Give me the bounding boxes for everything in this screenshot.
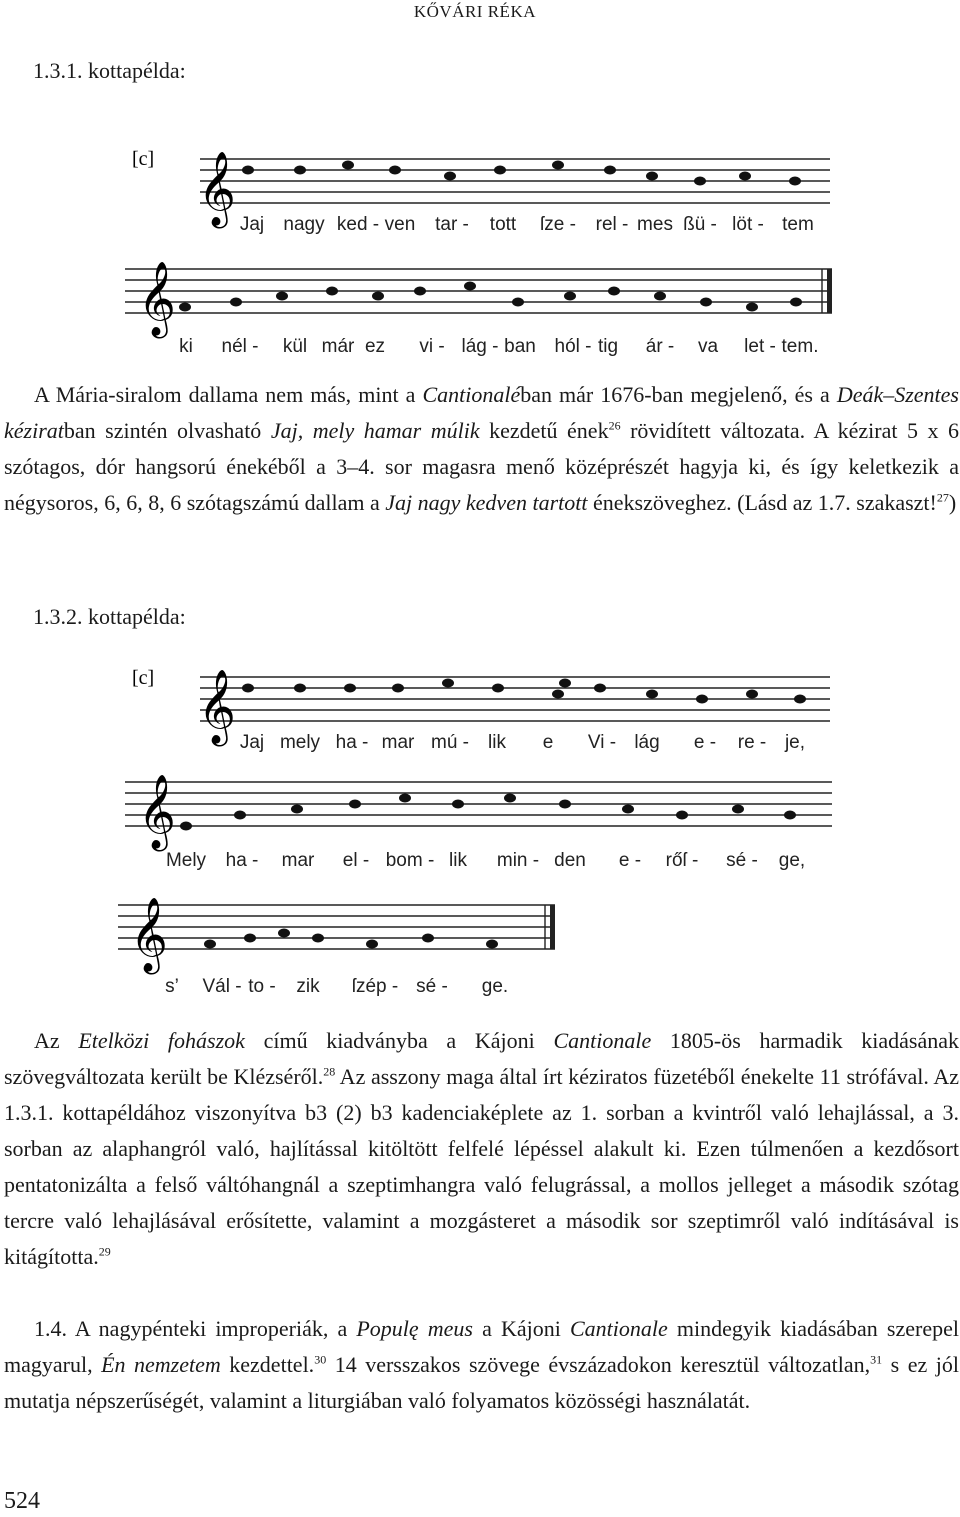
svg-text:lág: lág [634, 732, 660, 753]
svg-text:nagy: nagy [283, 214, 325, 235]
paragraph-1: A Mária-siralom dallama nem más, mint a Cantionaléban már 1676-ban megjelenő, és a Deák–Szentes kéziratban szintén olvasható Jaj, mely hamar múlik kezdetű ének$^{26}$ rövidített változata. A kézirat 5 x 6 szótagos, dór hangsorú énekéből a 3–4. sor magasra menő középrészét hagyja ki, és így keletkezik a négysoros, 6, 6, 8, 6 szótagszámú dallam a Jaj nagy kedven tartott énekszöveghez. (Lásd az 1.7. szakaszt!$^{27}$) [4, 382, 960, 515]
svg-text:ge.: ge. [481, 976, 509, 997]
svg-text:ven: ven [384, 214, 416, 235]
music-staff-ex2-line2 [0, 762, 960, 882]
music-staff-ex1-line1 [0, 120, 960, 240]
paragraph-2: Az Etelközi fohászok című kiadványba a Kájoni Cantionale 1805-ös harmadik kiadásának szövegváltozata került be Klézséről.$^{28}$ Az asszony maga által írt kéziratos füzetéből énekelte 11 strófával. Az 1.3.1. kottapéldához viszonyítva b3 (2) b3 kadenciaképlete az 1. sorban a kvintről való lehajlással, a 3. sorban az alaphangról való, hajlítással kitöltött felfelé lépéssel alakult ki. Ezen túlmenően a kezdősort pentatonizálta a felső váltóhangnál a szeptimhangra való felugrással, a mollos jelleget a második szótag tercre való lehajlásával erősítette, valamint a mozgásteret a második sor szeptimről való indításával is kitágította.$^{29}$ [4, 1028, 960, 1269]
svg-text:bom -: bom - [385, 850, 435, 871]
music-staff-ex1-line2 [0, 240, 960, 360]
svg-text:je,: je, [784, 732, 806, 753]
svg-text:e -: e - [618, 850, 642, 871]
svg-text:e -: e - [693, 732, 717, 753]
footnote-ref: 29 [98, 1244, 111, 1259]
svg-text:s’: s’ [165, 976, 179, 997]
music-staff-ex2-line3 [0, 880, 960, 1000]
footnote-ref: 31 [870, 1352, 883, 1367]
svg-text:tem.: tem. [781, 336, 819, 357]
svg-text:let -: let - [744, 336, 776, 357]
treble-clef-icon: 𝄞 [198, 152, 236, 226]
svg-text:Vál -: Vál - [202, 976, 242, 997]
staff-svg [0, 120, 960, 240]
svg-text:ſzép -: ſzép - [351, 976, 399, 997]
svg-text:zik: zik [296, 976, 320, 997]
footnote-ref: 27 [936, 490, 949, 505]
svg-text:rőſ -: rőſ - [665, 850, 699, 871]
svg-text:Jaj: Jaj [239, 732, 265, 753]
svg-text:lik: lik [449, 850, 467, 871]
svg-text:ár -: ár - [645, 336, 675, 357]
svg-text:ban: ban [504, 336, 536, 357]
paragraph-3: 1.4. A nagypénteki improperiák, a Populę meus a Kájoni Cantionale mindegyik kiadásában szerepel magyarul, Én nemzetem kezdettel.$^{30}$ 14 versszakos szövege évszázadokon keresztül változatlan,$^{31}$ s ez jól mutatja népszerűségét, valamint a liturgiában való folyamatos közösségi használatát. [4, 1316, 959, 1413]
svg-text:ßü -: ßü - [683, 214, 717, 235]
footnote-ref: 30 [314, 1352, 327, 1367]
example-caption-1: 1.3.1. kottapélda: [33, 58, 186, 83]
svg-text:tem: tem [782, 214, 814, 235]
svg-text:ez: ez [364, 336, 386, 357]
svg-text:el -: el - [342, 850, 370, 871]
svg-text:ha -: ha - [225, 850, 259, 871]
svg-text:sé -: sé - [416, 976, 448, 997]
svg-text:e: e [542, 732, 554, 753]
mensuration-sign: [c] [132, 667, 155, 689]
running-header: KŐVÁRI RÉKA [413, 2, 536, 21]
svg-text:sé -: sé - [726, 850, 758, 871]
svg-text:nél -: nél - [221, 336, 259, 357]
svg-text:Vi -: Vi - [587, 732, 617, 753]
svg-text:ki: ki [179, 336, 193, 357]
treble-clef-icon: 𝄞 [130, 898, 168, 972]
svg-text:to -: to - [248, 976, 276, 997]
svg-text:mú -: mú - [431, 732, 469, 753]
page-number: 524 [4, 1488, 40, 1514]
svg-text:Jaj: Jaj [239, 214, 265, 235]
svg-text:ha -: ha - [335, 732, 369, 753]
footnote-ref: 28 [323, 1064, 336, 1079]
footnote-ref: 26 [608, 418, 621, 433]
svg-text:löt -: löt - [732, 214, 764, 235]
svg-text:vi -: vi - [419, 336, 445, 357]
svg-text:tig: tig [597, 336, 619, 357]
treble-clef-icon: 𝄞 [198, 670, 236, 744]
music-staff-ex2-line1 [0, 642, 960, 762]
svg-text:va: va [697, 336, 719, 357]
treble-clef-icon: 𝄞 [138, 262, 176, 336]
svg-text:mes: mes [637, 214, 673, 235]
svg-text:ked -: ked - [336, 214, 380, 235]
svg-text:hól -: hól - [554, 336, 592, 357]
svg-text:tott: tott [489, 214, 517, 235]
example-caption-2: 1.3.2. kottapélda: [33, 604, 186, 629]
svg-text:Mely: Mely [165, 850, 207, 871]
svg-text:mar: mar [381, 732, 415, 753]
svg-text:tar -: tar - [435, 214, 469, 235]
svg-text:lik: lik [488, 732, 506, 753]
svg-text:min -: min - [496, 850, 540, 871]
svg-text:mely: mely [279, 732, 321, 753]
svg-text:den: den [554, 850, 586, 871]
svg-text:ge,: ge, [778, 850, 806, 871]
svg-text:kül: kül [282, 336, 308, 357]
svg-text:rel -: rel - [595, 214, 629, 235]
treble-clef-icon: 𝄞 [138, 775, 176, 849]
svg-text:lág -: lág - [461, 336, 499, 357]
svg-text:már: már [321, 336, 355, 357]
svg-text:mar: mar [281, 850, 315, 871]
mensuration-sign: [c] [132, 148, 155, 170]
svg-text:ſze -: ſze - [540, 214, 576, 235]
svg-text:re -: re - [737, 732, 767, 753]
